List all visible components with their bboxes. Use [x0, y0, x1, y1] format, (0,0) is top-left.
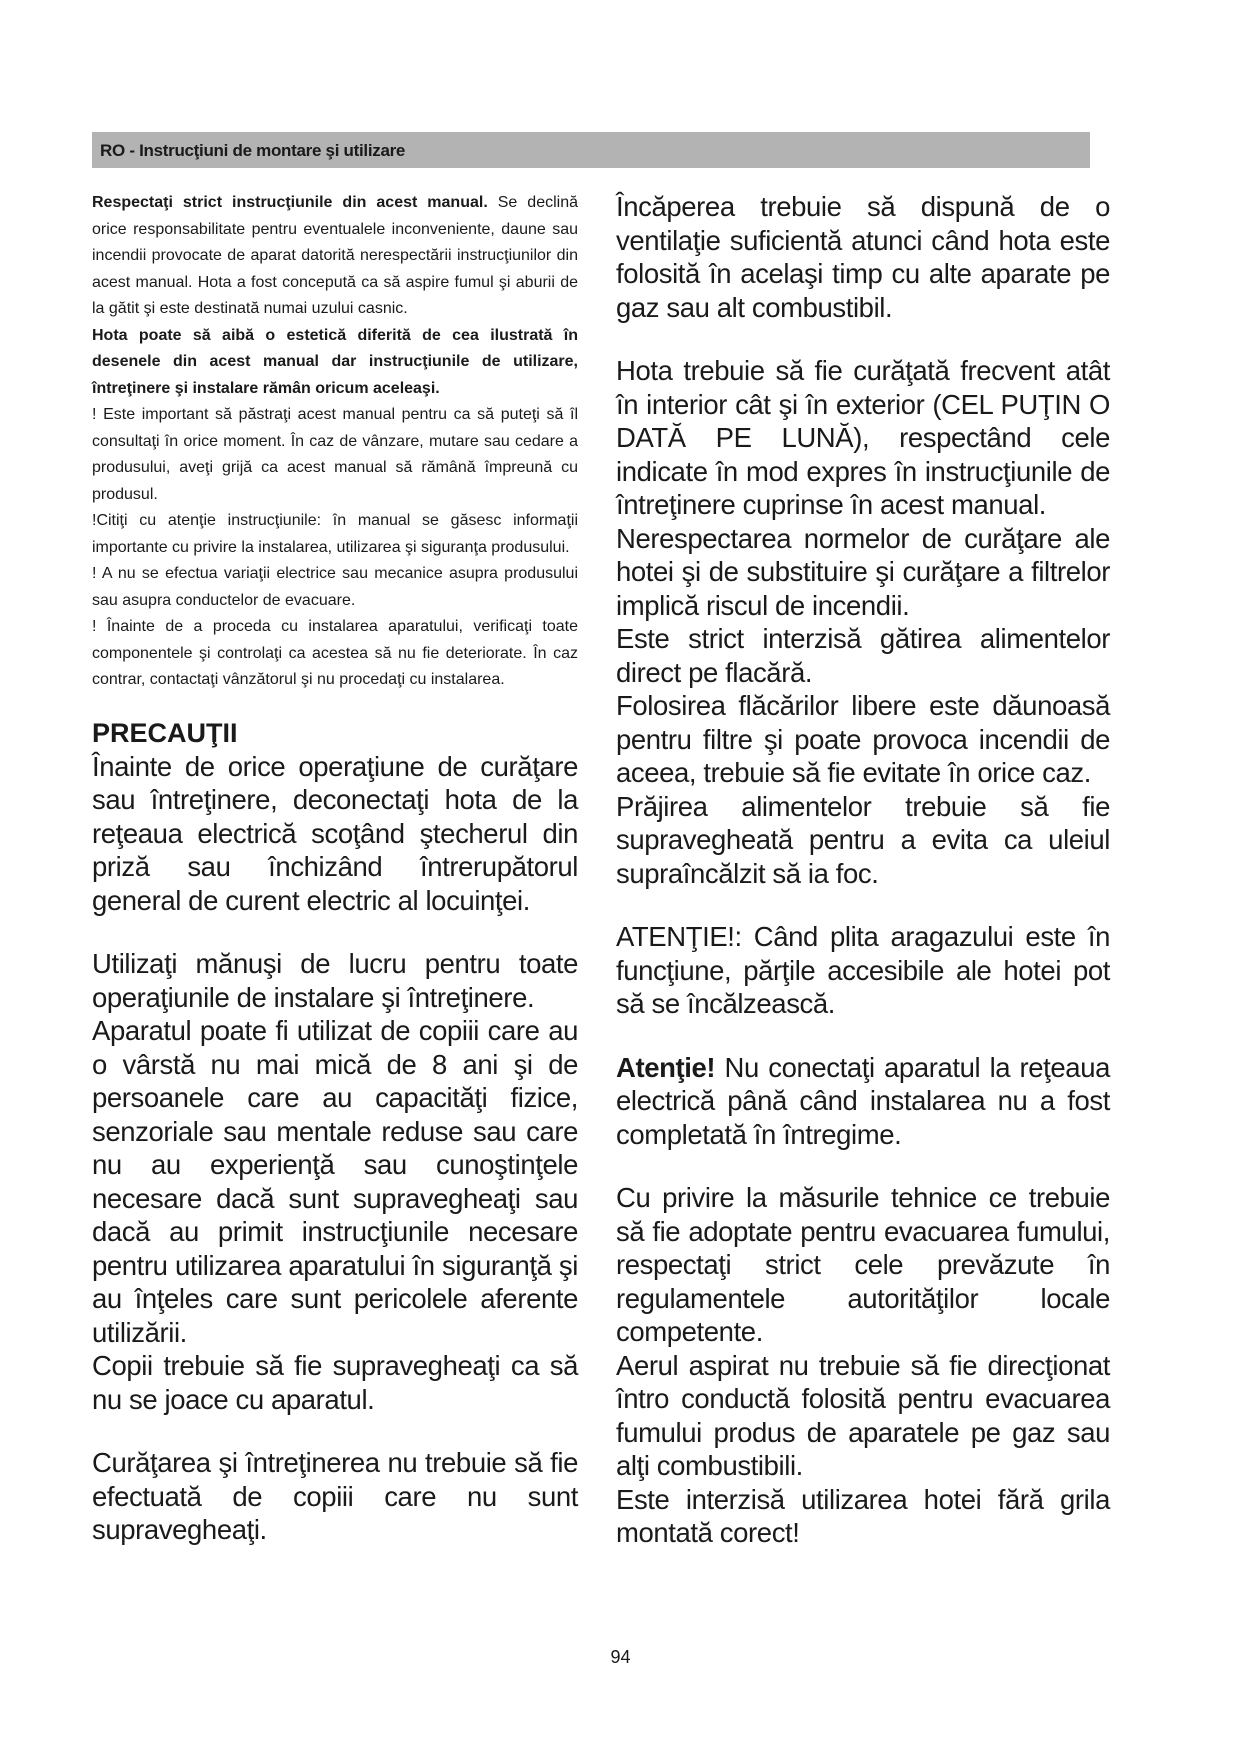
note-keep-manual: ! Este important să păstraţi acest manual pentru ca să puteţi să îl consultaţi în orice moment. În caz de vânzare, mutare sau cedare a produsului, aveţi grijă ca acest manual să rămână împreună cu produsul.: [92, 406, 578, 503]
note-check-components: ! Înainte de a proceda cu instalarea aparatului, verificaţi toate componentele şi controlaţi ca acestea să nu fie deteriorate. În caz contrar, contactaţi vânzătorul şi nu procedaţi cu instalarea.: [92, 618, 578, 688]
flame-cooking-paragraph: Este strict interzisă gătirea alimentelor direct pe flacără.: [616, 623, 1110, 688]
section-header-title: RO - Instrucţiuni de montare şi utilizare: [100, 141, 406, 160]
intro-paragraph: [92, 190, 578, 323]
intro-bold: Respectaţi strict instrucţiunile din acest manual.: [92, 194, 488, 211]
section-header-bar: [92, 132, 1090, 168]
note-read-instructions: !Citiţi cu atenţie instrucţiunile: în manual se găsesc informaţii importante cu privire la instalarea, utilizarea şi siguranţa produsului.: [92, 512, 578, 556]
right-column: [616, 190, 1110, 1550]
intro-text: Se declină orice responsabilitate pentru eventualele inconveniente, daune sau incendii provocate de aparat datorită nerespectării instrucţiunilor din acest manual. Hota a fost concepută ca să aspire fumul şi aburii de la gătit şi este destinată numai uzului casnic.: [92, 194, 578, 317]
fire-risk-paragraph: Nerespectarea normelor de curăţare ale hotei şi de substituire şi curăţare a filtrelor implică riscul de incendii.: [616, 522, 1110, 621]
frying-paragraph: Prăjirea alimentelor trebuie să fie supravegheată pentru a evita ca uleiul supraîncălzit să ia foc.: [616, 790, 1110, 889]
precaution-children-use: Aparatul poate fi utilizat de copiii care au o vârstă nu mai mică de 8 ani şi de persoanele care au capacităţi fizice, senzoriale sau mentale reduse sau care nu au experienţă sau cunoştinţele necesare dacă sunt supravegheaţi sau dacă au primit instrucţiunile necesare pentru utilizarea aparatului în siguranţă şi au înţeles care sunt pericolele aferente utilizării.: [92, 1015, 578, 1348]
grille-paragraph: Este interzisă utilizarea hotei fără grila montată corect!: [616, 1483, 1110, 1548]
open-flames-paragraph: Folosirea flăcărilor libere este dăunoasă pentru filtre şi poate provoca incendii de aceea, trebuie să fie evitate în orice caz.: [616, 690, 1110, 788]
notice-paragraph: Hota poate să aibă o estetică diferită de cea ilustrată în desenele din acest manual dar instrucţiunile de utilizare, întreţinere şi instalare rămân oricum aceleaşi.: [92, 326, 578, 397]
attention-bold: Atenţie!: [616, 1051, 716, 1083]
precaution-children-play: Copii trebuie să fie supravegheaţi ca să nu se joace cu aparatul.: [92, 1350, 578, 1415]
attention-text: Nu conectaţi aparatul la reţeaua electrică până când instalarea nu a fost completată în întregime.: [616, 1051, 1110, 1150]
page-number: 94: [610, 1647, 631, 1667]
precaution-disconnect: Înainte de orice operaţiune de curăţare sau întreţinere, deconectaţi hota de la reţeaua electrică scoţând ştecherul din priză sau închizând întrerupătorul general de curent electric al locuinţei.: [92, 750, 578, 916]
aspirated-air-paragraph: Aerul aspirat nu trebuie să fie direcţionat întro conductă folosită pentru evacuarea fumului produs de aparatele pe gaz sau alţi combustibili.: [616, 1349, 1110, 1481]
left-column: [92, 190, 578, 1547]
precaution-gloves: Utilizaţi mănuşi de lucru pentru toate operaţiunile de instalare şi întreţinere.: [92, 948, 578, 1013]
note-no-modifications: ! A nu se efectua variaţii electrice sau mecanice asupra produsului sau asupra conductelor de evacuare.: [92, 565, 578, 609]
connection-warning: [616, 1051, 1110, 1152]
exhaust-regulations-paragraph: Cu privire la măsurile tehnice ce trebuie să fie adoptate pentru evacuarea fumului, respectaţi strict cele prevăzute în regulamentele autorităţilor locale competente.: [616, 1182, 1110, 1347]
ventilation-paragraph: Încăperea trebuie să dispună de o ventilaţie suficientă atunci când hota este folosită în acelaşi timp cu alte aparate pe gaz sau alt combustibil.: [616, 191, 1110, 323]
cleaning-paragraph: Hota trebuie să fie curăţată frecvent atât în interior cât şi în exterior (CEL PUŢIN O DATĂ PE LUNĂ), respectând cele indicate în mod expres în instrucţiunile de întreţinere cuprinse în acest manual.: [616, 355, 1110, 520]
precaution-children-cleaning: Curăţarea şi întreţinerea nu trebuie să fie efectuată de copiii care nu sunt supravegheaţi.: [92, 1447, 578, 1545]
hot-parts-warning: ATENŢIE!: Când plita aragazului este în funcţiune, părţile accesibile ale hotei pot să se încălzească.: [616, 921, 1110, 1019]
precautions-heading: PRECAUŢII: [92, 717, 238, 748]
